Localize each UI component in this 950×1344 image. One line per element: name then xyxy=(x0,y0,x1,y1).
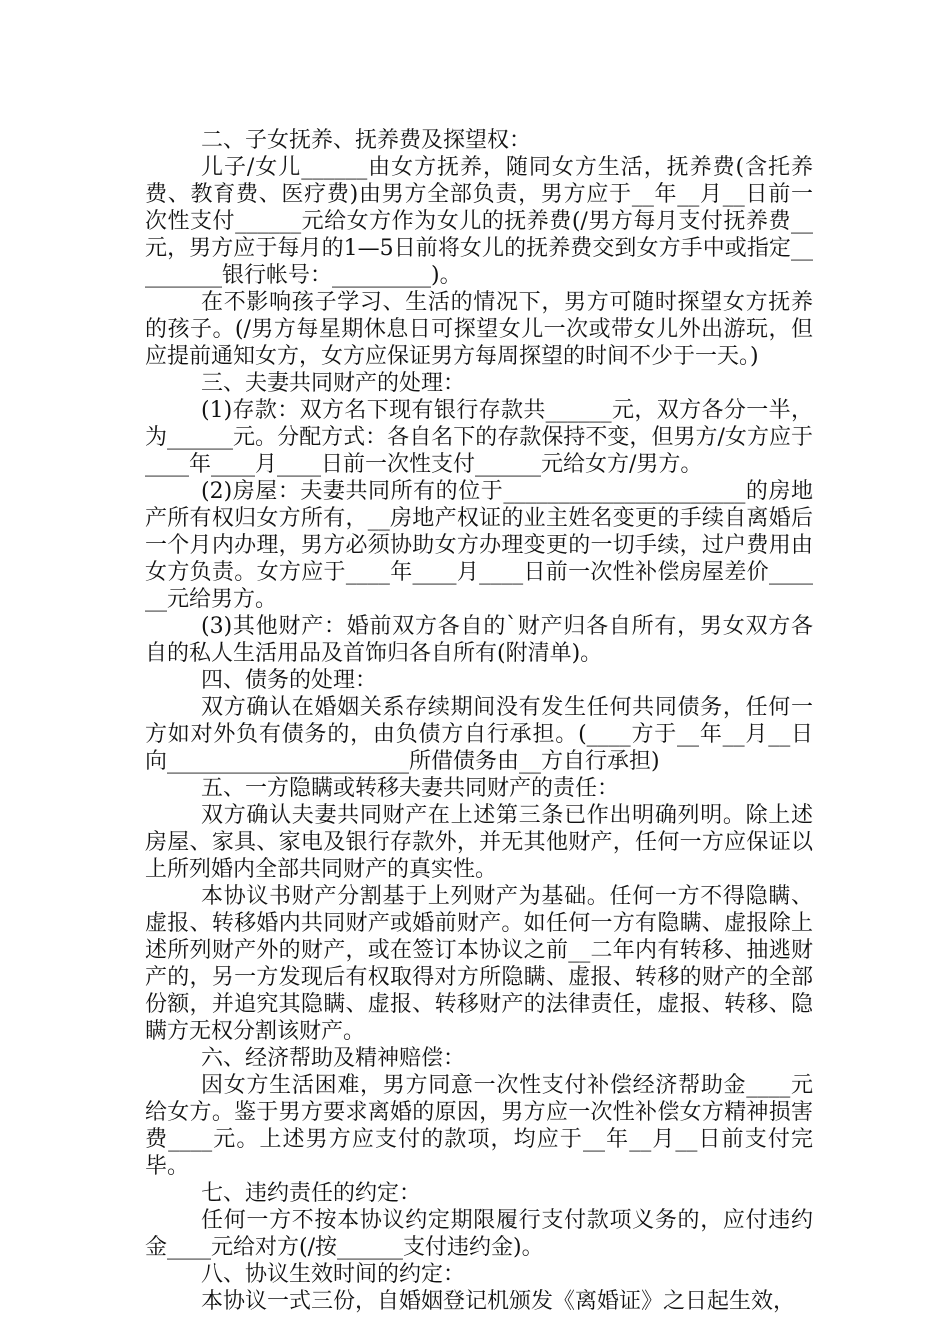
section-heading-debts: 四、债务的处理： xyxy=(201,668,378,693)
paragraph-property-confirmation: 双方确认夫妻共同财产在上述第三条已作出明确列明。除上述房屋、家具、家电及银行存款外，并无其他财产，任何一方应保证以上所列婚内全部共同财产的真实性。 xyxy=(145,803,813,882)
paragraph-deposits: (1)存款：双方名下现有银行存款共______元，双方各分一半，为______元。分配方式：各自名下的存款保持不变，但男方/女方应于____年____月____日前一次性支付______元给女方/男方。 xyxy=(145,398,813,477)
paragraph-debts: 双方确认在婚姻关系存续期间没有发生任何共同债务，任何一方如对外负有债务的，由负债方自行承担。(____方于__年__月__日向______________________所借债务由__方自行承担) xyxy=(145,695,813,774)
section-heading-compensation: 六、经济帮助及精神赔偿： xyxy=(201,1046,466,1071)
paragraph-other-property: (3)其他财产：婚前双方各自的`财产归各自所有，男女双方各自的私人生活用品及首饰归各自所有(附清单)。 xyxy=(145,614,813,666)
paragraph-child-support: 儿子/女儿______由女方抚养，随同女方生活，抚养费(含托养费、教育费、医疗费)由男方全部负责，男方应于__年__月__日前一次性支付______元给女方作为女儿的抚养费(/男方每月支付抚养费__元，男方应于每月的1—5日前将女儿的抚养费交到女方手中或指定_________银行帐号：_________)。 xyxy=(145,155,813,288)
paragraph-concealment-liability: 本协议书财产分割基于上列财产为基础。任何一方不得隐瞒、虚报、转移婚内共同财产或婚前财产。如任何一方有隐瞒、虚报除上述所列财产外的财产，或在签订本协议之前__二年内有转移、抽逃财产的，另一方发现后有权取得对方所隐瞒、虚报、转移的财产的全部份额，并追究其隐瞒、虚报、转移财产的法律责任，虚报、转移、隐瞒方无权分割该财产。 xyxy=(145,884,813,1044)
section-heading-child-custody: 二、子女抚养、抚养费及探望权： xyxy=(201,128,532,153)
paragraph-visitation: 在不影响孩子学习、生活的情况下，男方可随时探望女方抚养的孩子。(/男方每星期休息日可探望女儿一次或带女儿外出游玩，但应提前通知女方，女方应保证男方每周探望的时间不少于一天。) xyxy=(145,290,813,369)
document-body xyxy=(145,127,813,1315)
paragraph-effective-date: 本协议一式三份，自婚姻登记机颁发《离婚证》之日起生效， xyxy=(201,1289,796,1314)
paragraph-compensation: 因女方生活困难，男方同意一次性支付补偿经济帮助金____元给女方。鉴于男方要求离婚的原因，男方应一次性补偿女方精神损害费____元。上述男方应支付的款项，均应于__年__月__日前支付完毕。 xyxy=(145,1073,813,1179)
paragraph-breach: 任何一方不按本协议约定期限履行支付款项义务的，应付违约金____元给对方(/按______支付违约金)。 xyxy=(145,1208,813,1260)
section-heading-property: 三、夫妻共同财产的处理： xyxy=(201,371,466,396)
paragraph-house: (2)房屋：夫妻共同所有的位于______________________的房地产所有权归女方所有，__房地产权证的业主姓名变更的手续自离婚后一个月内办理，男方必须协助女方办理变更的一切手续，过户费用由女方负责。女方应于____年____月____日前一次性补偿房屋差价______元给男方。 xyxy=(145,479,813,612)
section-heading-concealment: 五、一方隐瞒或转移夫妻共同财产的责任： xyxy=(201,776,620,801)
section-heading-effective-date: 八、协议生效时间的约定： xyxy=(201,1262,466,1287)
section-heading-breach: 七、违约责任的约定： xyxy=(201,1181,422,1206)
